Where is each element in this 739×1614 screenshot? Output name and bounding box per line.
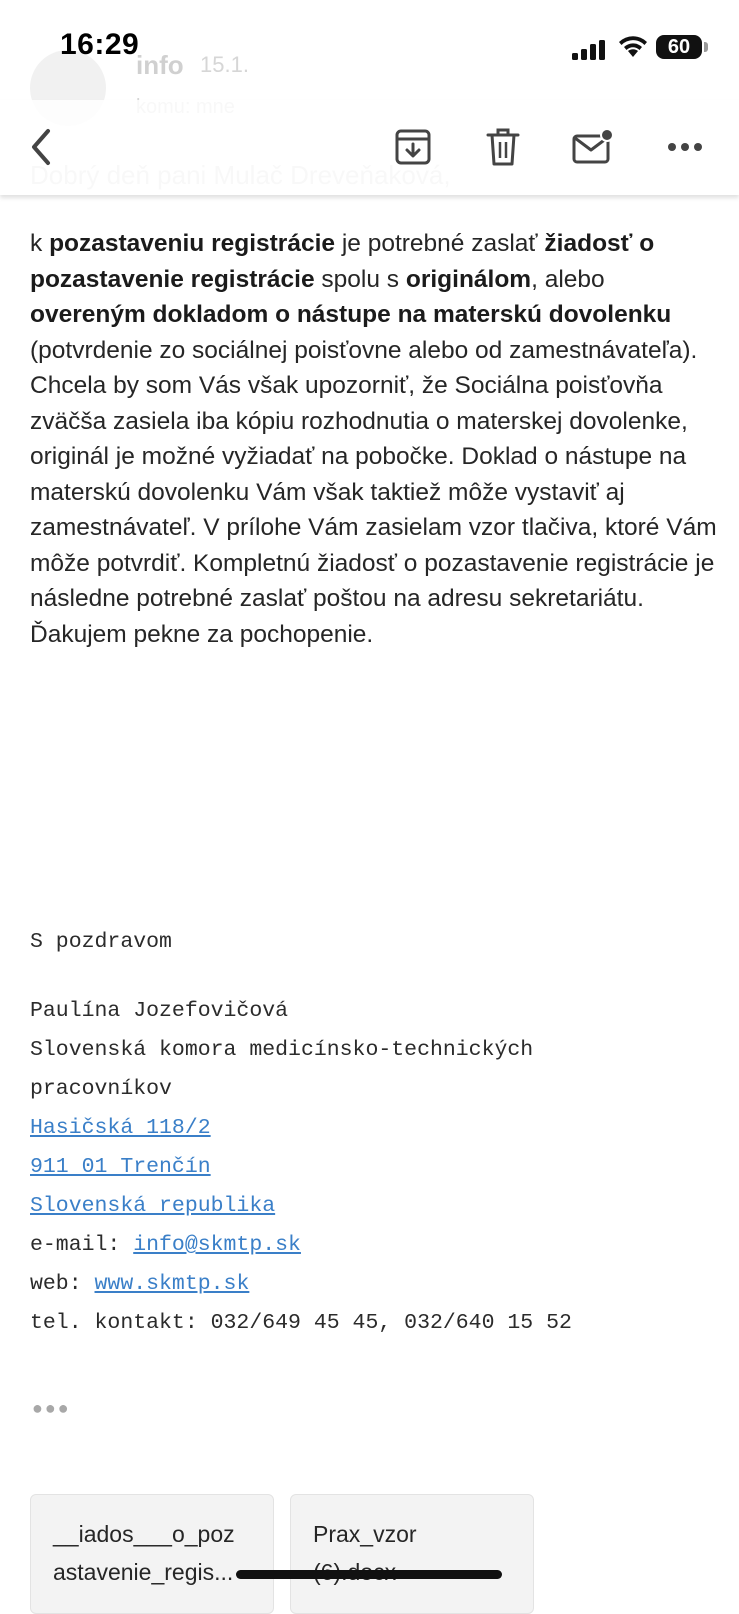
more-options-button[interactable]	[660, 122, 710, 172]
attachment-card[interactable]	[290, 1494, 534, 1614]
address-street-link[interactable]: Hasičská 118/2	[30, 1116, 211, 1140]
attachment-name: Prax_vzor	[313, 1521, 417, 1547]
status-bar	[0, 0, 739, 100]
web-label: web:	[30, 1272, 95, 1296]
body-thanks: Ďakujem pekne za pochopenie.	[30, 620, 374, 648]
home-indicator[interactable]	[236, 1570, 502, 1579]
trash-icon	[485, 127, 521, 167]
phone-line: tel. kontakt: 032/649 45 45, 032/640 15 52	[30, 1311, 572, 1335]
archive-icon	[394, 128, 432, 166]
cellular-signal-icon	[572, 40, 608, 60]
attachment-name-cont: astavenie_regis...	[53, 1559, 234, 1585]
status-time: 16:29	[60, 28, 140, 61]
message-body	[30, 226, 720, 652]
battery-cap	[704, 42, 708, 52]
sender-name: info	[136, 50, 184, 80]
body-text-segment: k	[30, 230, 50, 257]
body-bold-segment: žiadosť o pozastavenie registrácie	[30, 230, 655, 293]
email-link[interactable]: info@skmtp.sk	[133, 1233, 301, 1257]
mark-unread-button[interactable]	[568, 122, 618, 172]
mark-unread-icon	[572, 128, 614, 166]
body-text-segment: spolu s	[314, 265, 406, 293]
attachment-card[interactable]	[30, 1494, 274, 1614]
battery-indicator: 60	[656, 35, 702, 59]
web-line	[30, 1272, 249, 1296]
body-text-segment: je potrebné zaslať	[335, 230, 545, 257]
delete-button[interactable]	[478, 122, 528, 172]
body-text-segment: (potvrdenie zo sociálnej poisťovne alebo od zamestnávateľa). Chcela by som Vás však upozorniť, že Sociálna poisťovňa zväčša zasiela iba kópiu rozhodnutia o materskej dovolenke, originál je možné vyžiadať na pobočke. Doklad o nástupe na materskú dovolenku Vám však taktiež môže vystaviť aj zamestnávateľ. V prílohe Vám zasielam vzor tlačiva, ktoré Vám môže potvrdiť. Kompletnú žiadosť o pozastavenie registrácie je následne potrebné zaslať poštou na adresu sekretariátu.	[30, 336, 717, 612]
show-trimmed-content-button[interactable]: ●●●	[32, 1398, 71, 1418]
more-icon	[667, 142, 703, 152]
body-bold-segment: overeným dokladom o nástupe na materskú dovolenku	[30, 301, 672, 328]
body-bold-segment: pozastaveniu registrácie	[49, 230, 336, 257]
message-toolbar	[0, 100, 739, 195]
wifi-icon	[617, 34, 649, 58]
attachment-name: __iados___o_poz	[53, 1521, 235, 1547]
email-label: e-mail:	[30, 1233, 134, 1257]
body-text-segment: , alebo	[531, 265, 605, 293]
address-city-link[interactable]: 911 01 Trenčín	[30, 1155, 211, 1179]
archive-button[interactable]	[388, 122, 438, 172]
back-button[interactable]	[16, 122, 66, 172]
signature-org: Slovenská komora medicínsko-technických	[30, 1038, 534, 1062]
address-country-link[interactable]: Slovenská republika	[30, 1194, 276, 1218]
body-bold-segment: originálom	[405, 265, 532, 293]
signature-org-cont: pracovníkov	[30, 1077, 172, 1101]
web-link[interactable]: www.skmtp.sk	[94, 1272, 250, 1296]
email-line	[30, 1233, 301, 1257]
back-arrow-icon	[26, 127, 56, 167]
signature-name: Paulína Jozefovičová	[30, 999, 289, 1023]
message-date: 15.1.	[200, 52, 249, 77]
signature-greeting: S pozdravom	[30, 930, 172, 954]
